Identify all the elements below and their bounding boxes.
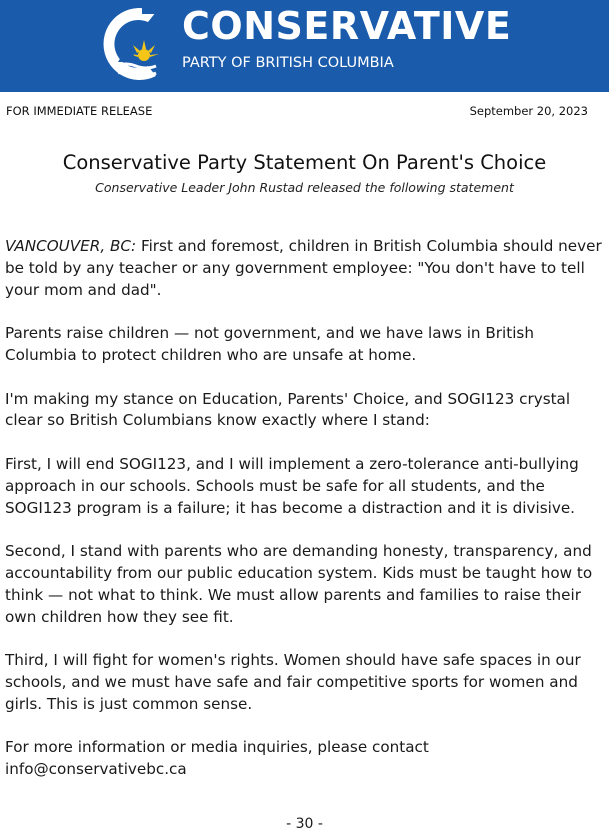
release-date: September 20, 2023 [469, 104, 588, 118]
paragraph-4: First, I will end SOGI123, and I will implement a zero-tolerance anti-bullying approach in our schools. Schools must be safe for all students, and the SOGI123 program is a failure; it has become a distraction and it is divisive. [5, 454, 579, 517]
party-name: CONSERVATIVE [182, 4, 512, 48]
page-number: - 30 - [286, 816, 323, 832]
article-title: Conservative Party Statement On Parent's Choice [62, 151, 547, 174]
article-subtitle: Conservative Leader John Rustad released the following statement [95, 180, 514, 195]
header-banner [0, 0, 609, 92]
paragraph-6: Third, I will fight for women's rights. Women should have safe spaces in our schools, and we must have safe and fair competitive sports for women and girls. This is just common sense. [5, 651, 581, 713]
article-body [5, 236, 605, 781]
paragraph-3: I'm making my stance on Education, Parents' Choice, and SOGI123 crystal clear so British Columbians know exactly where I stand: [5, 389, 571, 430]
dateline: VANCOUVER, BC: [5, 237, 137, 255]
release-label: FOR IMMEDIATE RELEASE [6, 104, 153, 118]
party-subtitle: PARTY OF BRITISH COLUMBIA [182, 55, 394, 71]
contact-paragraph: For more information or media inquiries, please contact info@conservativebc.ca [5, 738, 429, 779]
conservative-bc-logo-icon [98, 0, 178, 88]
paragraph-5: Second, I stand with parents who are demanding honesty, transparency, and accountability from our public education system. Kids must be taught how to think — not what to think. We must allow parents and families to raise their own children how they see fit. [5, 542, 593, 626]
paragraph-text: First and foremost, children in British Columbia should never be told by any teacher or any government employee: "You don't have to tell your mom and dad". [5, 237, 602, 299]
paragraph-2: Parents raise children — not government, and we have laws in British Columbia to protect children who are unsafe at home. [5, 324, 534, 364]
paragraph-1 [5, 236, 605, 301]
